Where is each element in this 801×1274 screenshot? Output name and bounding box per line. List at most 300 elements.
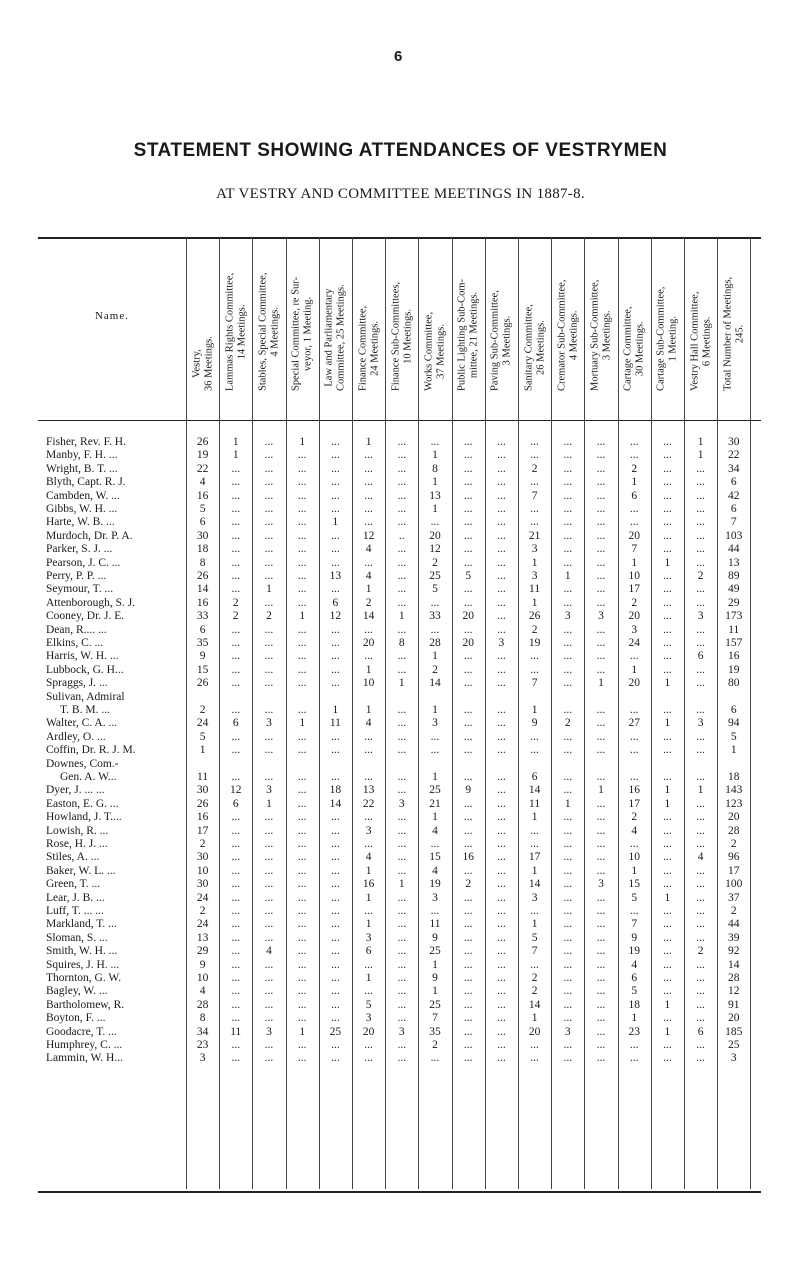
attendance-cell: ... bbox=[596, 744, 606, 757]
attendance-cell: 16 bbox=[196, 489, 209, 502]
attendance-cell: 100 bbox=[725, 878, 743, 891]
attendance-cell: 2 bbox=[564, 717, 571, 730]
attendance-cell: ... bbox=[297, 570, 307, 582]
attendance-cell: ... bbox=[497, 556, 506, 569]
attendance-cell: ... bbox=[497, 610, 506, 623]
table-row bbox=[38, 717, 761, 730]
attendance-cell: ... bbox=[663, 838, 672, 850]
attendance-cell: ... bbox=[663, 811, 672, 824]
column-header-text bbox=[656, 287, 679, 391]
attendance-cell: 7 bbox=[432, 1012, 438, 1025]
attendance-cell: 10 bbox=[628, 570, 640, 582]
attendance-cell: 173 bbox=[725, 610, 743, 623]
attendance-cell: 3 bbox=[199, 1052, 206, 1065]
attendance-cell: 19 bbox=[628, 945, 640, 958]
attendance-cell: 4 bbox=[365, 570, 372, 582]
attendance-cell: 25 bbox=[429, 784, 441, 797]
attendance-cell: 11 bbox=[329, 717, 341, 730]
attendance-cell: 1 bbox=[299, 717, 306, 730]
attendance-cell: 22 bbox=[362, 797, 375, 810]
attendance-cell: ... bbox=[663, 489, 672, 502]
attendance-cell: 34 bbox=[728, 462, 740, 475]
attendance-cell: 13 bbox=[329, 570, 342, 582]
vestryman-name: Sloman, S. ... bbox=[46, 931, 108, 944]
attendance-cell: 1 bbox=[531, 1012, 538, 1025]
attendance-cell: ... bbox=[629, 516, 639, 529]
attendance-cell: ... bbox=[596, 811, 606, 824]
column-header-line: 3 Meetings. bbox=[501, 315, 513, 366]
attendance-cell: ... bbox=[264, 1039, 274, 1051]
column-header-text bbox=[291, 277, 314, 391]
attendance-cell: 5 bbox=[465, 570, 472, 582]
vestryman-name: Elkins, C. ... bbox=[46, 637, 104, 649]
attendance-cell: ... bbox=[231, 851, 241, 864]
attendance-cell: ... bbox=[663, 985, 672, 998]
attendance-cell: ... bbox=[696, 744, 705, 757]
vestryman-name: Murdoch, Dr. P. A. bbox=[46, 529, 133, 542]
vestryman-name: Gen. A. W... bbox=[60, 771, 117, 783]
attendance-cell: 49 bbox=[728, 583, 740, 596]
column-header bbox=[518, 244, 551, 414]
table-row bbox=[38, 597, 761, 610]
attendance-cell: 35 bbox=[429, 1025, 441, 1038]
table-row bbox=[38, 610, 761, 623]
attendance-cell: ... bbox=[463, 650, 473, 663]
attendance-cell: ... bbox=[397, 596, 407, 609]
attendance-cell: 9 bbox=[465, 784, 472, 797]
attendance-cell: ... bbox=[297, 583, 307, 596]
attendance-cell: ... bbox=[264, 958, 274, 971]
attendance-cell: ... bbox=[397, 931, 407, 944]
attendance-cell: 6 bbox=[730, 704, 737, 716]
attendance-cell: 25 bbox=[429, 998, 441, 1011]
attendance-cell: ... bbox=[463, 771, 473, 783]
attendance-cell: ... bbox=[596, 851, 606, 864]
vestryman-name: Bartholomew, R. bbox=[46, 998, 125, 1011]
attendance-cell: ... bbox=[663, 1039, 672, 1051]
attendance-cell: ... bbox=[596, 797, 606, 810]
attendance-cell: ... bbox=[364, 730, 373, 743]
table-row bbox=[38, 851, 761, 864]
attendance-cell: 3 bbox=[498, 637, 505, 649]
attendance-cell: 2 bbox=[531, 972, 538, 984]
attendance-cell: 13 bbox=[429, 489, 441, 502]
attendance-cell: ... bbox=[596, 1052, 606, 1065]
attendance-cell: ... bbox=[696, 771, 705, 783]
attendance-cell: ... bbox=[696, 476, 705, 489]
attendance-cell: 6 bbox=[531, 771, 538, 783]
attendance-cell: ... bbox=[497, 663, 506, 676]
table-row bbox=[38, 570, 761, 583]
column-header-text bbox=[224, 273, 247, 391]
attendance-cell: ... bbox=[231, 623, 241, 636]
attendance-cell: ... bbox=[297, 797, 307, 810]
vestryman-name: Blyth, Capt. R. J. bbox=[46, 476, 126, 489]
attendance-cell: ... bbox=[696, 663, 705, 676]
attendance-cell: 7 bbox=[531, 945, 538, 958]
attendance-cell: ... bbox=[563, 516, 573, 529]
attendance-cell: ... bbox=[663, 771, 672, 783]
vestryman-name: Perry, P. P. ... bbox=[46, 570, 107, 582]
attendance-cell: 28 bbox=[196, 998, 209, 1011]
column-header-text bbox=[523, 304, 546, 391]
attendance-cell: ... bbox=[629, 1039, 639, 1051]
attendance-cell: 1 bbox=[432, 503, 438, 515]
attendance-cell: 1 bbox=[365, 663, 372, 676]
attendance-cell: ... bbox=[463, 1052, 473, 1065]
attendance-cell: ... bbox=[530, 650, 539, 663]
attendance-cell: ... bbox=[596, 489, 606, 502]
attendance-cell: 20 bbox=[462, 637, 474, 649]
attendance-cell: 2 bbox=[365, 596, 372, 609]
attendance-cell: ... bbox=[397, 972, 407, 984]
attendance-cell: ... bbox=[264, 931, 274, 944]
attendance-cell: ... bbox=[663, 864, 672, 877]
attendance-cell: ... bbox=[364, 811, 373, 824]
attendance-cell: 157 bbox=[725, 637, 743, 649]
attendance-cell: ... bbox=[331, 918, 340, 931]
attendance-cell: ... bbox=[563, 958, 573, 971]
table-row bbox=[38, 557, 761, 570]
attendance-cell: 1 bbox=[365, 918, 372, 931]
attendance-cell: 29 bbox=[196, 945, 209, 958]
attendance-cell: 2 bbox=[531, 462, 538, 475]
attendance-cell: ... bbox=[331, 503, 340, 515]
vestryman-name: Howland, J. T.... bbox=[46, 811, 122, 824]
attendance-cell: ... bbox=[463, 918, 473, 931]
attendance-cell: 19 bbox=[528, 637, 541, 649]
attendance-cell: 17 bbox=[728, 864, 740, 877]
attendance-cell: 24 bbox=[196, 918, 209, 931]
attendance-cell: ... bbox=[497, 918, 506, 931]
attendance-cell: 1 bbox=[531, 811, 538, 824]
attendance-cell: ... bbox=[397, 462, 407, 475]
attendance-cell: ... bbox=[463, 797, 473, 810]
attendance-cell: ... bbox=[663, 462, 672, 475]
attendance-cell: 1 bbox=[664, 998, 671, 1011]
attendance-cell: 13 bbox=[728, 556, 740, 569]
attendance-cell: ... bbox=[331, 476, 340, 489]
attendance-cell: ... bbox=[663, 503, 672, 515]
attendance-cell: 20 bbox=[528, 1025, 541, 1038]
attendance-cell: ... bbox=[663, 958, 672, 971]
attendance-cell: 6 bbox=[730, 476, 737, 489]
attendance-cell: 2 bbox=[199, 838, 206, 850]
vestryman-name: Goodacre, T. ... bbox=[46, 1025, 117, 1038]
attendance-cell: ... bbox=[596, 838, 606, 850]
attendance-cell: 2 bbox=[730, 838, 737, 850]
attendance-cell: 1 bbox=[365, 704, 372, 716]
attendance-cell: 1 bbox=[564, 797, 571, 810]
attendance-cell: 28 bbox=[728, 824, 740, 837]
attendance-cell: ... bbox=[264, 476, 274, 489]
attendance-cell: ... bbox=[430, 436, 440, 448]
attendance-cell: ... bbox=[663, 878, 672, 891]
column-header-line: Vestry Hall Committee, bbox=[689, 291, 701, 391]
attendance-cell: 26 bbox=[196, 797, 209, 810]
attendance-cell: 2 bbox=[531, 623, 538, 636]
attendance-cell: 1 bbox=[232, 436, 239, 448]
attendance-cell: ... bbox=[696, 704, 705, 716]
attendance-cell: ... bbox=[497, 851, 506, 864]
attendance-cell: ... bbox=[297, 1012, 307, 1025]
attendance-cell: ... bbox=[297, 663, 307, 676]
attendance-cell: 2 bbox=[631, 462, 638, 475]
attendance-cell: ... bbox=[397, 824, 407, 837]
column-header bbox=[352, 244, 385, 414]
attendance-cell: ... bbox=[563, 543, 573, 556]
attendance-cell: 1 bbox=[365, 972, 372, 984]
attendance-cell: ... bbox=[331, 529, 340, 542]
attendance-cell: ... bbox=[497, 730, 506, 743]
column-header-line: Finance Committee, bbox=[357, 305, 369, 391]
attendance-cell: 3 bbox=[432, 891, 438, 904]
column-header bbox=[252, 244, 285, 414]
attendance-cell: ... bbox=[596, 891, 606, 904]
vestryman-name: Gibbs, W. H. ... bbox=[46, 503, 118, 515]
attendance-cell: ... bbox=[463, 717, 473, 730]
attendance-cell: ... bbox=[696, 596, 705, 609]
attendance-cell: ... bbox=[696, 556, 705, 569]
attendance-cell: ... bbox=[331, 998, 340, 1011]
vestryman-name: Harris, W. H. ... bbox=[46, 650, 119, 663]
attendance-cell: ... bbox=[629, 1052, 639, 1065]
attendance-cell: ... bbox=[231, 637, 241, 649]
attendance-cell: 18 bbox=[329, 784, 342, 797]
attendance-cell: ... bbox=[596, 623, 606, 636]
attendance-cell: ... bbox=[696, 864, 705, 877]
column-header-line: Mortuary Sub-Committee, bbox=[589, 279, 601, 391]
attendance-cell: 2 bbox=[631, 811, 638, 824]
attendance-cell: ... bbox=[364, 838, 373, 850]
attendance-cell: ... bbox=[696, 931, 705, 944]
vestryman-name: Ardley, O. ... bbox=[46, 730, 106, 743]
attendance-cell: ... bbox=[397, 476, 407, 489]
attendance-cell: 103 bbox=[725, 529, 743, 542]
attendance-cell: ... bbox=[364, 476, 373, 489]
attendance-cell: ... bbox=[663, 623, 672, 636]
table-row bbox=[38, 436, 761, 449]
attendance-cell: 30 bbox=[728, 436, 740, 448]
attendance-cell: ... bbox=[596, 931, 606, 944]
table-row bbox=[38, 624, 761, 637]
attendance-cell: ... bbox=[696, 462, 705, 475]
attendance-cell: 3 bbox=[365, 931, 372, 944]
attendance-cell: ... bbox=[331, 583, 340, 596]
attendance-cell: 20 bbox=[362, 1025, 375, 1038]
attendance-cell: 1 bbox=[531, 704, 538, 716]
attendance-cell: 4 bbox=[199, 476, 206, 489]
attendance-cell: 3 bbox=[365, 1012, 372, 1025]
vestryman-name: Seymour, T. ... bbox=[46, 583, 114, 596]
attendance-cell: ... bbox=[563, 864, 573, 877]
attendance-cell: ... bbox=[696, 730, 705, 743]
vestryman-name: Lubbock, G. H... bbox=[46, 663, 124, 676]
attendance-cell: ... bbox=[231, 583, 241, 596]
attendance-cell: ... bbox=[430, 623, 440, 636]
column-header-line: Sanitary Committee, bbox=[523, 304, 535, 391]
column-header-line: Cartage Committee, bbox=[622, 306, 634, 391]
attendance-cell: ... bbox=[297, 918, 307, 931]
attendance-cell: ... bbox=[231, 958, 241, 971]
attendance-cell: ... bbox=[231, 503, 241, 515]
attendance-cell: ... bbox=[463, 596, 473, 609]
attendance-cell: ... bbox=[430, 905, 440, 917]
table-row bbox=[38, 1026, 761, 1039]
column-header-text bbox=[623, 306, 646, 391]
vestryman-name: Rose, H. J. ... bbox=[46, 838, 108, 850]
attendance-cell: 33 bbox=[196, 610, 209, 623]
vestryman-name: Baker, W. L. ... bbox=[46, 864, 116, 877]
attendance-cell: ... bbox=[696, 1012, 705, 1025]
attendance-cell: ... bbox=[397, 958, 407, 971]
attendance-cell: 1 bbox=[266, 797, 272, 810]
vestryman-name: Humphrey, C. ... bbox=[46, 1039, 123, 1051]
attendance-cell: ... bbox=[297, 878, 307, 891]
vestryman-name: Markland, T. ... bbox=[46, 918, 117, 931]
attendance-cell: ... bbox=[563, 1039, 573, 1051]
attendance-cell: 14 bbox=[528, 998, 541, 1011]
attendance-cell: ... bbox=[264, 650, 274, 663]
attendance-cell: ... bbox=[497, 838, 506, 850]
attendance-cell: 1 bbox=[531, 918, 538, 931]
attendance-cell: ... bbox=[397, 704, 407, 716]
column-header-line: Public Lighting Sub-Com- bbox=[456, 278, 468, 391]
attendance-cell: ... bbox=[297, 503, 307, 515]
attendance-cell: ... bbox=[696, 623, 705, 636]
attendance-cell: ... bbox=[497, 958, 506, 971]
attendance-cell: 42 bbox=[728, 489, 740, 502]
attendance-cell: ... bbox=[397, 1052, 407, 1065]
attendance-cell: ... bbox=[331, 958, 340, 971]
column-header bbox=[485, 244, 518, 414]
attendance-cell: ... bbox=[231, 864, 241, 877]
attendance-cell: 1 bbox=[432, 704, 438, 716]
vestryman-name: Smith, W. H. ... bbox=[46, 945, 118, 958]
attendance-cell: ... bbox=[530, 905, 539, 917]
attendance-cell: ... bbox=[297, 637, 307, 649]
attendance-cell: ... bbox=[430, 744, 440, 757]
attendance-cell: ... bbox=[331, 1052, 340, 1065]
attendance-cell: ... bbox=[231, 1052, 241, 1065]
table-row bbox=[38, 503, 761, 516]
attendance-cell: 34 bbox=[196, 1025, 209, 1038]
attendance-cell: 13 bbox=[196, 931, 209, 944]
attendance-cell: ... bbox=[596, 945, 606, 958]
attendance-cell: ... bbox=[297, 516, 307, 529]
attendance-cell: ... bbox=[264, 811, 274, 824]
attendance-cell: ... bbox=[364, 958, 373, 971]
attendance-cell: 17 bbox=[628, 797, 640, 810]
column-header bbox=[385, 244, 418, 414]
attendance-cell: 9 bbox=[432, 931, 438, 944]
attendance-cell: ... bbox=[563, 730, 573, 743]
attendance-cell: ... bbox=[497, 985, 506, 998]
attendance-cell: ... bbox=[563, 1052, 573, 1065]
attendance-cell: ... bbox=[497, 516, 506, 529]
attendance-cell: ... bbox=[463, 476, 473, 489]
column-header-line: Cartage Sub-Committee, bbox=[655, 286, 667, 391]
attendance-cell: 1 bbox=[664, 797, 671, 810]
attendance-cell: ... bbox=[397, 623, 407, 636]
attendance-cell: 20 bbox=[628, 677, 640, 690]
attendance-cell: 11 bbox=[529, 797, 541, 810]
column-header bbox=[286, 244, 319, 414]
attendance-cell: ... bbox=[397, 1012, 407, 1025]
attendance-cell: ... bbox=[563, 1012, 573, 1025]
attendance-cell: ... bbox=[397, 570, 407, 582]
attendance-cell: ... bbox=[629, 838, 639, 850]
attendance-cell: ... bbox=[297, 730, 307, 743]
attendance-cell: ... bbox=[663, 543, 672, 556]
attendance-cell: ... bbox=[663, 476, 672, 489]
attendance-cell: 7 bbox=[631, 543, 638, 556]
attendance-cell: ... bbox=[397, 918, 407, 931]
attendance-cell: ... bbox=[596, 972, 606, 984]
attendance-cell: ... bbox=[596, 824, 606, 837]
attendance-cell: ... bbox=[463, 556, 473, 569]
attendance-cell: 2 bbox=[199, 905, 206, 917]
attendance-cell: ... bbox=[497, 677, 506, 690]
attendance-cell: ... bbox=[497, 503, 506, 515]
attendance-cell: ... bbox=[397, 717, 407, 730]
attendance-cell: 37 bbox=[728, 891, 740, 904]
attendance-cell: 1 bbox=[432, 476, 438, 489]
attendance-cell: ... bbox=[463, 864, 473, 877]
attendance-cell: ... bbox=[231, 985, 241, 998]
attendance-cell: ... bbox=[231, 878, 241, 891]
attendance-cell: 16 bbox=[362, 878, 375, 891]
attendance-cell: ... bbox=[629, 503, 639, 515]
attendance-cell: ... bbox=[563, 623, 573, 636]
header-rule bbox=[38, 420, 761, 421]
table-row bbox=[38, 543, 761, 556]
attendance-cell: ... bbox=[297, 543, 307, 556]
attendance-cell: ... bbox=[497, 878, 506, 891]
attendance-cell: ... bbox=[596, 596, 606, 609]
attendance-cell: ... bbox=[264, 556, 274, 569]
attendance-cell: ... bbox=[663, 945, 672, 958]
attendance-cell: ... bbox=[297, 462, 307, 475]
attendance-cell: ... bbox=[596, 985, 606, 998]
attendance-cell: 9 bbox=[199, 650, 206, 663]
vestryman-name: Walter, C. A. ... bbox=[46, 717, 118, 730]
attendance-cell: ... bbox=[297, 972, 307, 984]
attendance-cell: 1 bbox=[664, 784, 671, 797]
attendance-cell: 21 bbox=[528, 529, 541, 542]
attendance-cell: 22 bbox=[728, 449, 740, 462]
column-header-line: 6 Meetings. bbox=[700, 316, 712, 367]
attendance-cell: 24 bbox=[196, 717, 209, 730]
attendance-cell: ... bbox=[629, 905, 639, 917]
column-header-line: Paving Sub-Committee, bbox=[489, 290, 501, 391]
attendance-cell: ... bbox=[231, 891, 241, 904]
attendance-cell: ... bbox=[463, 838, 473, 850]
attendance-cell: ... bbox=[497, 1025, 506, 1038]
attendance-cell: ... bbox=[530, 958, 539, 971]
attendance-cell: ... bbox=[530, 476, 539, 489]
attendance-cell: ... bbox=[231, 650, 241, 663]
attendance-cell: ... bbox=[331, 637, 340, 649]
table-row bbox=[38, 463, 761, 476]
attendance-cell: ... bbox=[497, 449, 506, 462]
attendance-cell: ... bbox=[231, 529, 241, 542]
attendance-cell: ... bbox=[563, 985, 573, 998]
attendance-cell: 14 bbox=[728, 958, 740, 971]
vestryman-name: Dean, R.... ... bbox=[46, 623, 107, 636]
column-header-line: 36 Meetings. bbox=[202, 336, 214, 391]
vestryman-name: T. B. M. ... bbox=[60, 704, 110, 716]
